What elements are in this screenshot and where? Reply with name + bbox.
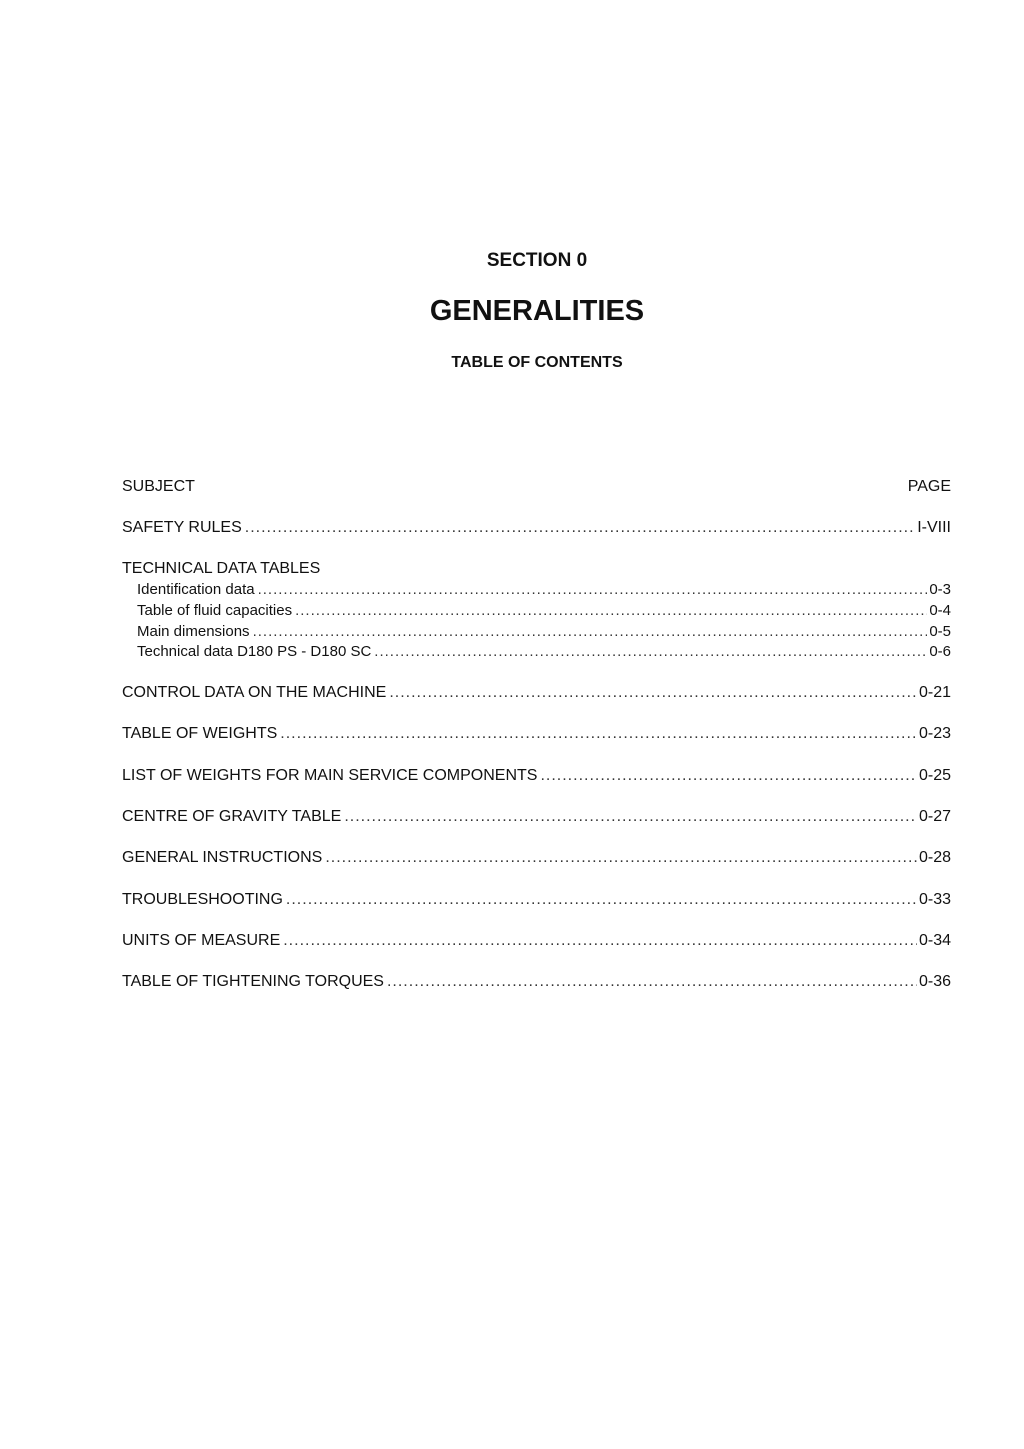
toc-sub-entry xyxy=(137,580,951,600)
toc-sub-entry xyxy=(137,622,951,642)
toc-entry-page: 0-21 xyxy=(918,684,951,701)
toc-entry xyxy=(122,971,951,993)
toc-entry-title: TABLE OF WEIGHTS xyxy=(122,725,278,742)
toc-entry-title: Technical data D180 PS - D180 SC xyxy=(137,643,372,660)
dot-leader xyxy=(295,601,927,621)
dot-leader xyxy=(245,517,915,539)
toc-entry-title: SAFETY RULES xyxy=(122,519,242,536)
section-label: SECTION 0 xyxy=(486,250,588,271)
toc-entry xyxy=(122,806,951,828)
toc-entry xyxy=(122,930,951,952)
toc-entry-title: CONTROL DATA ON THE MACHINE xyxy=(122,684,387,701)
toc-entry-title: CENTRE OF GRAVITY TABLE xyxy=(122,808,342,825)
toc-entry xyxy=(122,765,951,787)
toc-entry-page: 0-23 xyxy=(918,725,951,742)
toc-entry-page: 0-27 xyxy=(918,808,951,825)
toc-group-title: TECHNICAL DATA TABLES xyxy=(122,560,321,577)
toc-entry-page: 0-3 xyxy=(929,581,951,598)
toc-sub-entry xyxy=(137,601,951,621)
toc-entry-title: TROUBLESHOOTING xyxy=(122,891,283,908)
toc-entry xyxy=(122,682,951,704)
toc-entry xyxy=(122,723,951,745)
toc-heading: TABLE OF CONTENTS xyxy=(451,354,623,371)
dot-leader xyxy=(540,765,917,787)
toc-entry-page: 0-25 xyxy=(918,767,951,784)
toc-entry-title: Table of fluid capacities xyxy=(137,602,293,619)
dot-leader xyxy=(387,971,917,993)
toc-entry-title: TABLE OF TIGHTENING TORQUES xyxy=(122,973,384,990)
dot-leader xyxy=(389,682,917,704)
toc-entry-title: Identification data xyxy=(137,581,255,598)
toc-entry-page: 0-5 xyxy=(929,623,951,640)
dot-leader xyxy=(283,930,917,952)
page-title: GENERALITIES xyxy=(429,295,645,327)
toc-entry xyxy=(122,889,951,911)
toc-entry-title: UNITS OF MEASURE xyxy=(122,932,281,949)
toc-entry-title: LIST OF WEIGHTS FOR MAIN SERVICE COMPONENTS xyxy=(122,767,538,784)
toc-entry xyxy=(122,847,951,869)
toc-entry-page: 0-6 xyxy=(929,643,951,660)
toc-entry-title: GENERAL INSTRUCTIONS xyxy=(122,849,323,866)
toc-entry xyxy=(122,517,951,539)
dot-leader xyxy=(258,580,928,600)
toc-entry-page: 0-33 xyxy=(918,891,951,908)
subject-column-label: SUBJECT xyxy=(122,478,195,495)
toc-entry-page: 0-34 xyxy=(918,932,951,949)
dot-leader xyxy=(286,889,917,911)
dot-leader xyxy=(253,622,928,642)
dot-leader xyxy=(344,806,917,828)
dot-leader xyxy=(280,723,917,745)
toc-column-headers xyxy=(122,476,951,498)
dot-leader xyxy=(374,642,927,662)
toc-entry-page: I-VIII xyxy=(917,519,951,536)
toc-entry-page: 0-36 xyxy=(918,973,951,990)
dot-leader xyxy=(325,847,917,869)
toc-entry-page: 0-28 xyxy=(918,849,951,866)
toc-sub-entry xyxy=(137,642,951,662)
toc-entry-title: Main dimensions xyxy=(137,623,250,640)
toc-entry-page: 0-4 xyxy=(929,602,951,619)
page-column-label: PAGE xyxy=(907,478,951,495)
